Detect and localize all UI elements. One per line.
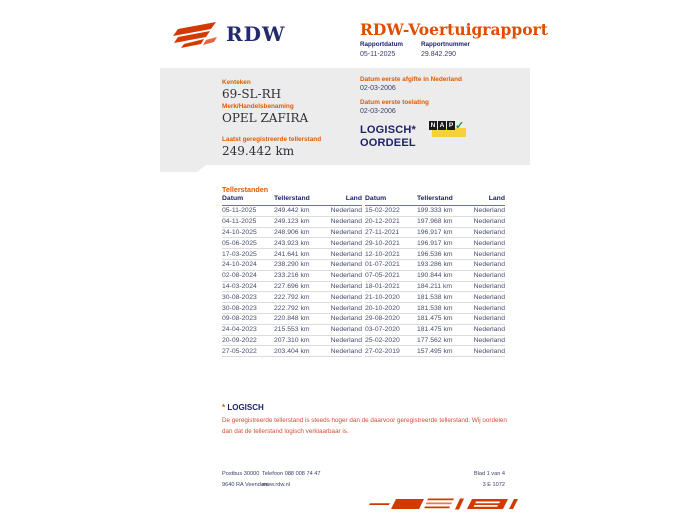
cell-land: Nederland	[473, 250, 505, 258]
cell-land: Nederland	[330, 347, 362, 355]
cell-land: Nederland	[330, 261, 362, 269]
cell-datum: 05-11-2025	[222, 207, 257, 215]
cell-land: Nederland	[330, 207, 362, 215]
table-row	[365, 217, 505, 228]
cell-tellerstand: 196.917 km	[417, 239, 453, 247]
nap-letter-p: P	[448, 122, 454, 129]
table-row	[222, 249, 362, 260]
table-row	[365, 346, 505, 357]
cell-datum: 09-08-2023	[222, 315, 257, 323]
cell-tellerstand: 181.475 km	[417, 315, 453, 323]
table-row	[222, 292, 362, 303]
report-number-label: Rapportnummer	[421, 41, 470, 48]
footer-address-line1: Postbus 30000	[222, 471, 260, 477]
cell-land: Nederland	[330, 315, 362, 323]
table-row	[365, 282, 505, 293]
table-row	[222, 228, 362, 239]
cell-datum: 18-01-2021	[365, 282, 400, 290]
table-row	[365, 292, 505, 303]
cell-land: Nederland	[473, 336, 505, 344]
cell-datum: 29-08-2020	[365, 315, 400, 323]
cell-tellerstand: 222.792 km	[274, 293, 310, 301]
footnote-asterisk: *	[222, 403, 228, 412]
tellerstanden-heading: Tellerstanden	[222, 185, 269, 194]
tellerstanden-table-right	[365, 195, 505, 357]
cell-tellerstand: 207.310 km	[274, 336, 310, 344]
kenteken-value: 69-SL-RH	[222, 87, 282, 101]
cell-land: Nederland	[473, 239, 505, 247]
logisch-footnote-text: De geregistreerde tellerstand is steeds hoger dan de daarvoor geregistreerde tellerstand. Wij oordelen dan dat de tellerstand logisch verklaarbaar is.	[222, 417, 507, 436]
cell-land: Nederland	[330, 304, 362, 312]
cell-tellerstand: 248.906 km	[274, 228, 310, 236]
table-row	[365, 238, 505, 249]
col-header-tellerstand: Tellerstand	[417, 195, 453, 202]
cell-tellerstand: 199.333 km	[417, 207, 453, 215]
footer-pagination	[430, 469, 505, 491]
cell-tellerstand: 181.538 km	[417, 293, 453, 301]
cell-datum: 20-10-2020	[365, 304, 400, 312]
cell-tellerstand: 249.123 km	[274, 218, 310, 226]
cell-tellerstand: 238.290 km	[274, 261, 310, 269]
table-header-row	[222, 195, 362, 206]
eerste-afgifte-value: 02-03-2006	[360, 85, 396, 92]
laatste-tellerstand-label: Laatst geregistreerde tellerstand	[222, 136, 322, 143]
cell-tellerstand: 222.792 km	[274, 304, 310, 312]
cell-land: Nederland	[473, 261, 505, 269]
table-row	[222, 282, 362, 293]
cell-datum: 07-05-2021	[365, 272, 400, 280]
table-row	[222, 303, 362, 314]
cell-land: Nederland	[473, 315, 505, 323]
cell-tellerstand: 181.475 km	[417, 326, 453, 334]
table-row	[222, 314, 362, 325]
cell-datum: 01-07-2021	[365, 261, 400, 269]
table-row	[222, 260, 362, 271]
footer-address-line2: 9640 RA Veendam	[222, 482, 269, 489]
col-header-land: Land	[488, 195, 505, 202]
cell-tellerstand: 227.696 km	[274, 282, 310, 290]
table-row	[365, 303, 505, 314]
rdw-speedlines-graphic	[368, 496, 536, 512]
cell-datum: 03-07-2020	[365, 326, 400, 334]
cell-land: Nederland	[330, 293, 362, 301]
cell-land: Nederland	[473, 326, 505, 334]
report-number-value: 29.842.290	[421, 51, 457, 58]
cell-tellerstand: 157.495 km	[417, 347, 453, 355]
table-row	[365, 336, 505, 347]
report-number-block	[421, 41, 470, 58]
cell-datum: 02-08-2024	[222, 272, 257, 280]
cell-tellerstand: 220.848 km	[274, 315, 310, 323]
table-row	[365, 325, 505, 336]
cell-land: Nederland	[473, 218, 505, 226]
cell-land: Nederland	[473, 282, 505, 290]
rdw-wordmark: RDW	[226, 22, 286, 46]
cell-datum: 27-02-2019	[365, 347, 400, 355]
cell-land: Nederland	[473, 293, 505, 301]
oordeel-line2: OORDEEL	[360, 137, 416, 149]
table-row	[365, 260, 505, 271]
merk-label: Merk/Handelsbenaming	[222, 103, 294, 110]
cell-land: Nederland	[473, 272, 505, 280]
table-header-row	[365, 195, 505, 206]
table-row	[365, 249, 505, 260]
table-row	[365, 314, 505, 325]
cell-tellerstand: 203.404 km	[274, 347, 310, 355]
cell-datum: 05-06-2025	[222, 239, 257, 247]
cell-tellerstand: 190.844 km	[417, 272, 453, 280]
cell-datum: 20-12-2021	[365, 218, 400, 226]
table-row	[365, 228, 505, 239]
table-row	[222, 325, 362, 336]
cell-tellerstand: 193.286 km	[417, 261, 453, 269]
cell-datum: 25-02-2020	[365, 336, 400, 344]
cell-datum: 29-10-2021	[365, 239, 400, 247]
table-row	[222, 336, 362, 347]
cell-land: Nederland	[330, 326, 362, 334]
vehicle-summary-panel	[160, 68, 530, 165]
laatste-tellerstand-value: 249.442 km	[222, 144, 295, 158]
cell-land: Nederland	[330, 218, 362, 226]
table-row	[222, 217, 362, 228]
cell-land: Nederland	[330, 336, 362, 344]
col-header-land: Land	[345, 195, 362, 202]
table-row	[365, 271, 505, 282]
cell-land: Nederland	[330, 282, 362, 290]
cell-land: Nederland	[330, 250, 362, 258]
cell-tellerstand: 196.917 km	[417, 228, 453, 236]
footer-phone: Telefoon 088 008 74 47	[262, 471, 321, 477]
cell-tellerstand: 241.641 km	[274, 250, 310, 258]
table-row	[222, 346, 362, 357]
cell-land: Nederland	[473, 347, 505, 355]
panel-corner-tab	[160, 165, 206, 172]
table-row	[222, 271, 362, 282]
footer-website: www.rdw.nl	[262, 482, 290, 489]
eerste-afgifte-label: Datum eerste afgifte in Nederland	[360, 76, 462, 83]
cell-land: Nederland	[330, 228, 362, 236]
cell-datum: 27-05-2022	[222, 347, 257, 355]
cell-land: Nederland	[473, 228, 505, 236]
nap-letter-n: N	[430, 122, 436, 129]
cell-tellerstand: 197.968 km	[417, 218, 453, 226]
col-header-tellerstand: Tellerstand	[274, 195, 310, 202]
cell-datum: 30-08-2023	[222, 304, 257, 312]
cell-datum: 14-03-2024	[222, 282, 257, 290]
page-title: RDW-Voertuigrapport	[360, 20, 548, 39]
cell-land: Nederland	[473, 207, 505, 215]
cell-datum: 15-02-2022	[365, 207, 400, 215]
cell-datum: 24-10-2024	[222, 261, 257, 269]
footnote-title-text: LOGISCH	[227, 403, 264, 412]
cell-datum: 17-03-2025	[222, 250, 257, 258]
footer-contact	[262, 469, 320, 491]
cell-datum: 21-10-2020	[365, 293, 400, 301]
table-row	[365, 206, 505, 217]
col-header-datum: Datum	[222, 195, 244, 202]
footer-page-number: Blad 1 van 4	[473, 471, 505, 477]
cell-datum: 24-10-2025	[222, 228, 257, 236]
col-header-datum: Datum	[365, 195, 387, 202]
report-date-label: Rapportdatum	[360, 41, 404, 48]
cell-tellerstand: 215.553 km	[274, 326, 310, 334]
cell-tellerstand: 184.211 km	[417, 282, 453, 290]
cell-land: Nederland	[473, 304, 505, 312]
cell-tellerstand: 177.562 km	[417, 336, 453, 344]
cell-tellerstand: 196.536 km	[417, 250, 453, 258]
cell-datum: 30-08-2023	[222, 293, 257, 301]
cell-tellerstand: 243.923 km	[274, 239, 310, 247]
eerste-toelating-label: Datum eerste toelating	[360, 99, 429, 106]
cell-datum: 04-11-2025	[222, 218, 257, 226]
cell-datum: 24-04-2023	[222, 326, 257, 334]
merk-value: OPEL ZAFIRA	[222, 111, 309, 125]
logisch-footnote-title	[222, 403, 264, 412]
nap-letters	[429, 121, 455, 130]
cell-tellerstand: 249.442 km	[274, 207, 310, 215]
cell-tellerstand: 233.216 km	[274, 272, 310, 280]
table-row	[222, 206, 362, 217]
nap-logo	[429, 121, 469, 138]
cell-tellerstand: 181.538 km	[417, 304, 453, 312]
oordeel-line1: LOGISCH*	[360, 124, 416, 136]
nap-letter-a: A	[439, 122, 445, 129]
tellerstanden-table-left	[222, 195, 362, 357]
cell-datum: 27-11-2021	[365, 228, 400, 236]
nap-checkmark-icon: ✓	[455, 120, 465, 132]
kenteken-label: Kenteken	[222, 79, 251, 86]
footer-doc-code: 3 E 1072	[482, 482, 505, 489]
cell-datum: 20-09-2022	[222, 336, 257, 344]
eerste-toelating-value: 02-03-2006	[360, 108, 396, 115]
cell-datum: 12-10-2021	[365, 250, 400, 258]
rdw-flag-logo-icon	[172, 20, 222, 52]
table-row	[222, 238, 362, 249]
report-date-block	[360, 41, 403, 58]
cell-land: Nederland	[330, 239, 362, 247]
report-date-value: 05-11-2025	[360, 51, 396, 58]
cell-land: Nederland	[330, 272, 362, 280]
